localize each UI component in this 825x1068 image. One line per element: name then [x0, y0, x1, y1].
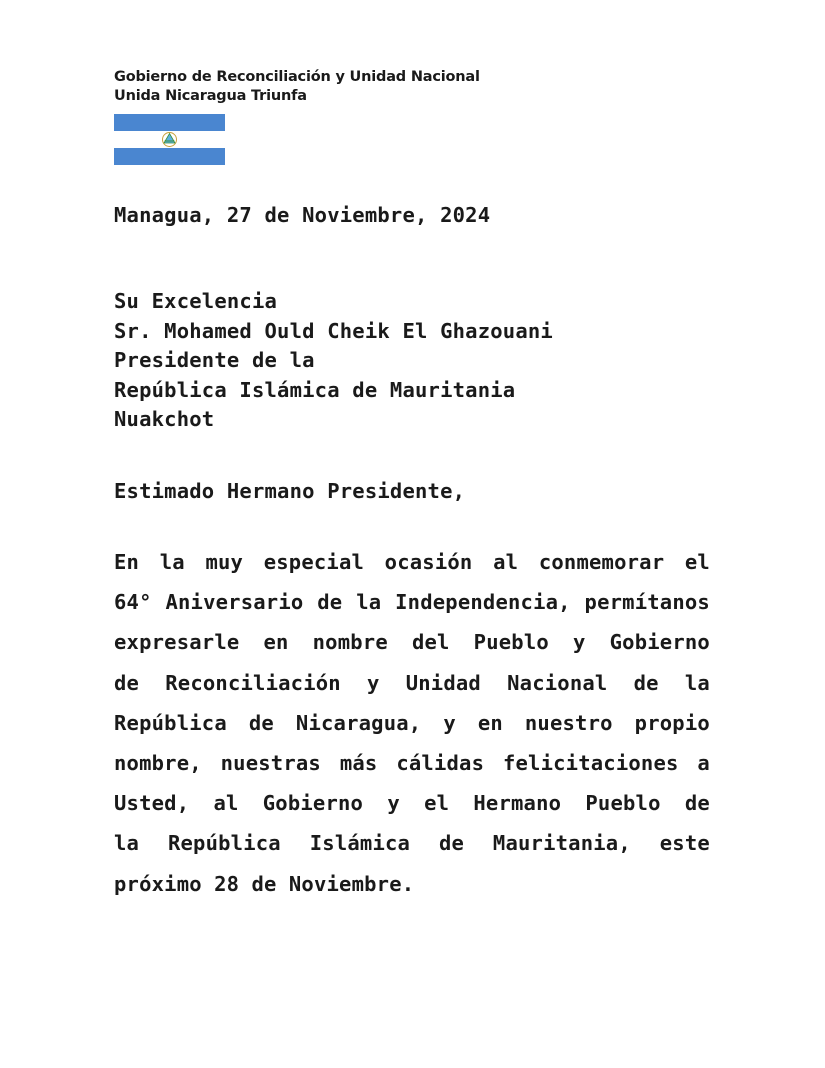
body-line: 64° Aniversario de la Independencia, permítanos	[114, 590, 710, 615]
salutation: Estimado Hermano Presidente,	[114, 479, 466, 503]
body-line: expresarle en nombre del Pueblo y Gobierno	[114, 630, 710, 655]
recipient-address	[114, 287, 553, 435]
body-line: República de Nicaragua, y en nuestro propio	[114, 710, 710, 735]
flag-top-stripe	[114, 114, 225, 131]
recipient-line: República Islámica de Mauritania	[114, 377, 516, 402]
recipient-line: Nuakchot	[114, 407, 215, 432]
body-line: En la muy especial ocasión al conmemorar el	[114, 550, 710, 574]
letterhead-government-name: Gobierno de Reconciliación y Unidad Nacional	[114, 69, 480, 85]
letter-date: Managua, 27 de Noviembre, 2024	[114, 203, 491, 227]
flag-bottom-stripe	[114, 148, 225, 165]
body-line: de Reconciliación y Unidad Nacional de la	[114, 670, 710, 695]
body-line: la República Islámica de Mauritania, este	[114, 831, 710, 856]
body-line: próximo 28 de Noviembre.	[114, 871, 415, 896]
letterhead	[114, 68, 480, 106]
letter-body	[114, 542, 710, 904]
recipient-line: Su Excelencia	[114, 289, 278, 313]
body-line: Usted, al Gobierno y el Hermano Pueblo de	[114, 791, 710, 816]
nicaragua-flag-icon	[114, 114, 225, 165]
recipient-line: Presidente de la	[114, 348, 315, 373]
letterhead-slogan: Unida Nicaragua Triunfa	[114, 88, 307, 104]
body-line: nombre, nuestras más cálidas felicitaciones a	[114, 751, 710, 776]
recipient-line: Sr. Mohamed Ould Cheik El Ghazouani	[114, 318, 553, 343]
